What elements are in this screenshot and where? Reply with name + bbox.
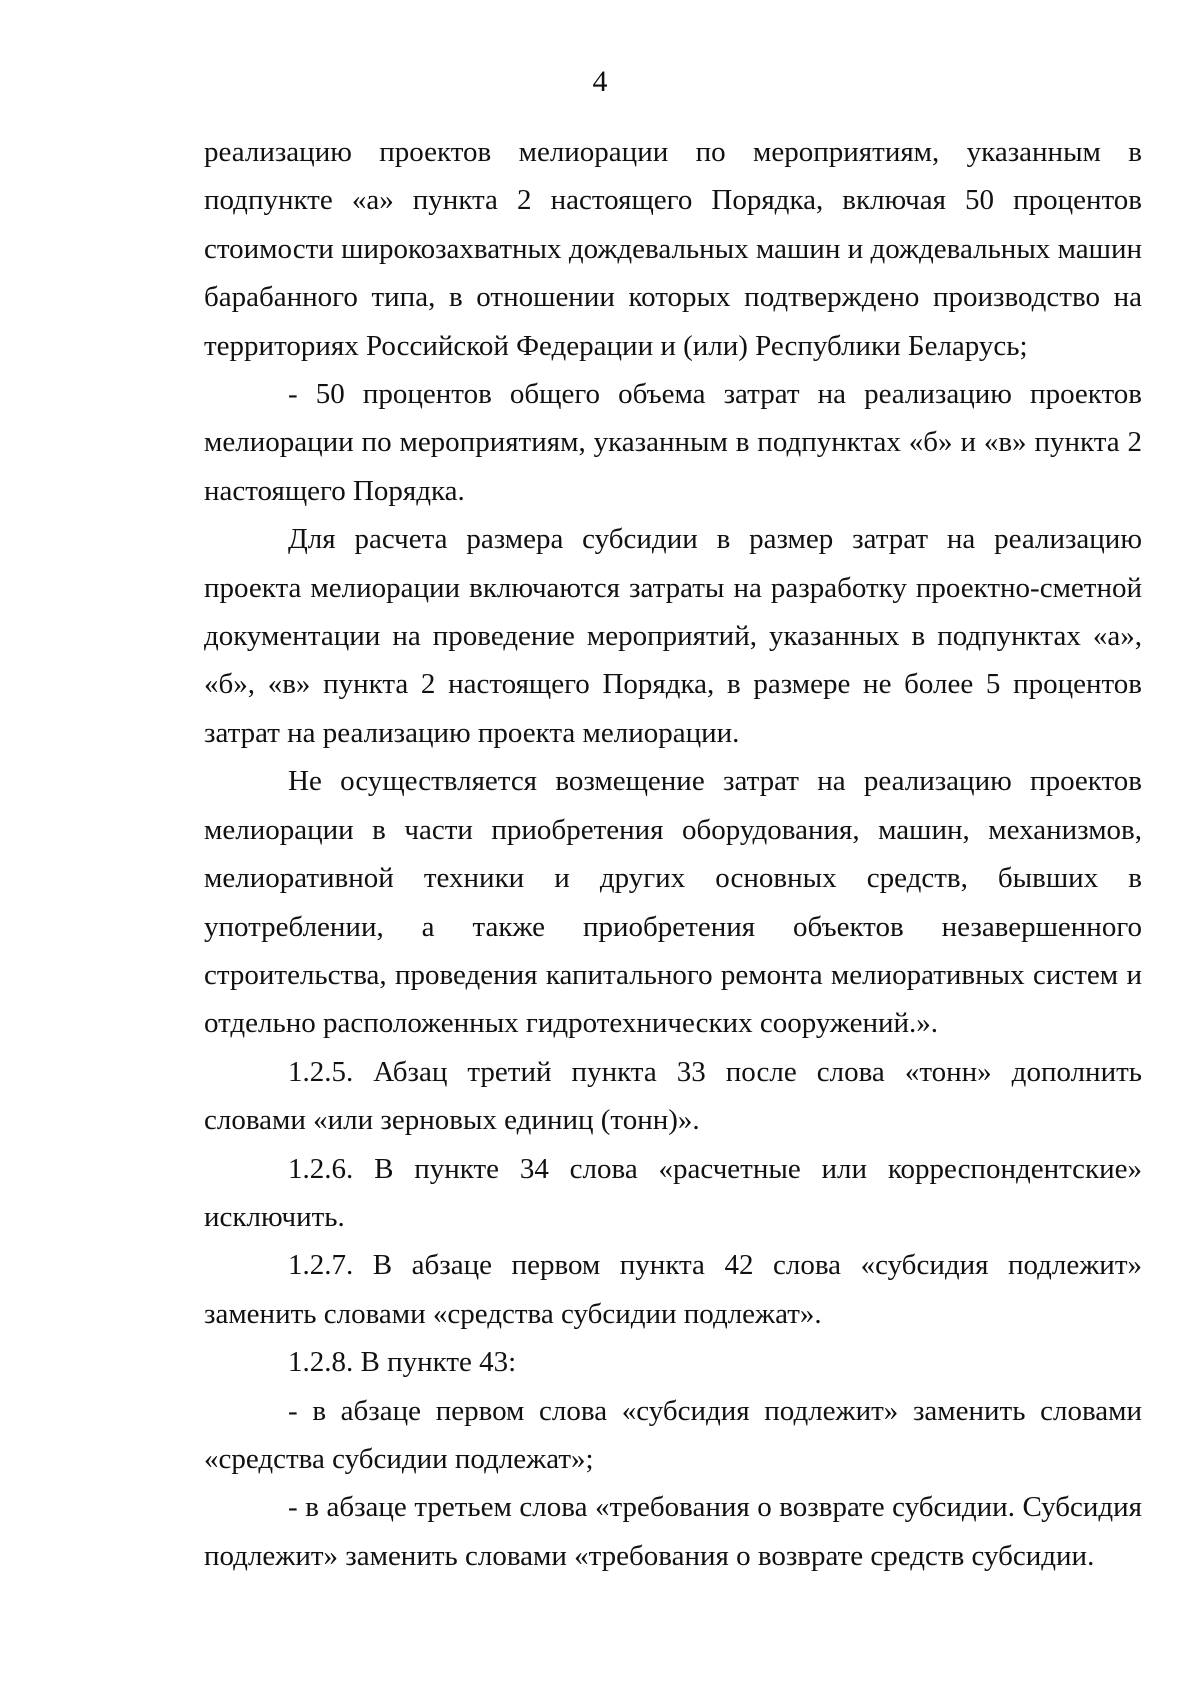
paragraph-list-item: - в абзаце третьем слова «требования о возврате субсидии. Субсидия подлежит» заменить словами «требования о возврате средств субсидии. — [204, 1491, 1142, 1572]
document-body — [204, 128, 1142, 1580]
paragraph-clause-1-2-7: 1.2.7. В абзаце первом пункта 42 слова «субсидия подлежит» заменить словами «средства субсидии подлежат». — [204, 1249, 1142, 1330]
paragraph-clause-1-2-8: 1.2.8. В пункте 43: — [288, 1346, 517, 1379]
paragraph-clause-1-2-5: 1.2.5. Абзац третий пункта 33 после слова «тонн» дополнить словами «или зерновых единиц (тонн)». — [204, 1055, 1142, 1137]
paragraph-list-item: - в абзаце первом слова «субсидия подлежит» заменить словами «средства субсидии подлежат»; — [204, 1394, 1142, 1475]
paragraph-list-item: - 50 процентов общего объема затрат на реализацию проектов мелиорации по мероприятиям, указанным в подпунктах «б» и «в» пункта 2 настоящего Порядка. — [204, 378, 1142, 507]
paragraph-clause-1-2-6: 1.2.6. В пункте 34 слова «расчетные или корреспондентские» исключить. — [204, 1152, 1142, 1233]
paragraph: Не осуществляется возмещение затрат на реализацию проектов мелиорации в части приобретения оборудования, машин, механизмов, мелиоративной техники и других основных средств, бывших в употреблении, а также приобретения объектов незавершенного строительства, проведения капитального ремонта мелиоративных систем и отдельно расположенных гидротехнических сооружений.». — [204, 765, 1142, 1040]
page-number: 4 — [592, 65, 608, 98]
paragraph: Для расчета размера субсидии в размер затрат на реализацию проекта мелиорации включаются затраты на разработку проектно-сметной документации на проведение мероприятий, указанных в подпунктах «а», «б», «в» пункта 2 настоящего Порядка, в размере не более 5 процентов затрат на реализацию проекта мелиорации. — [204, 523, 1142, 749]
paragraph-continuation: реализацию проектов мелиорации по мероприятиям, указанным в подпункте «а» пункта 2 настоящего Порядка, включая 50 процентов стоимости широкозахватных дождевальных машин и дождевальных машин барабанного типа, в отношении которых подтверждено производство на территориях Российской Федерации и (или) Республики Беларусь; — [204, 136, 1142, 362]
